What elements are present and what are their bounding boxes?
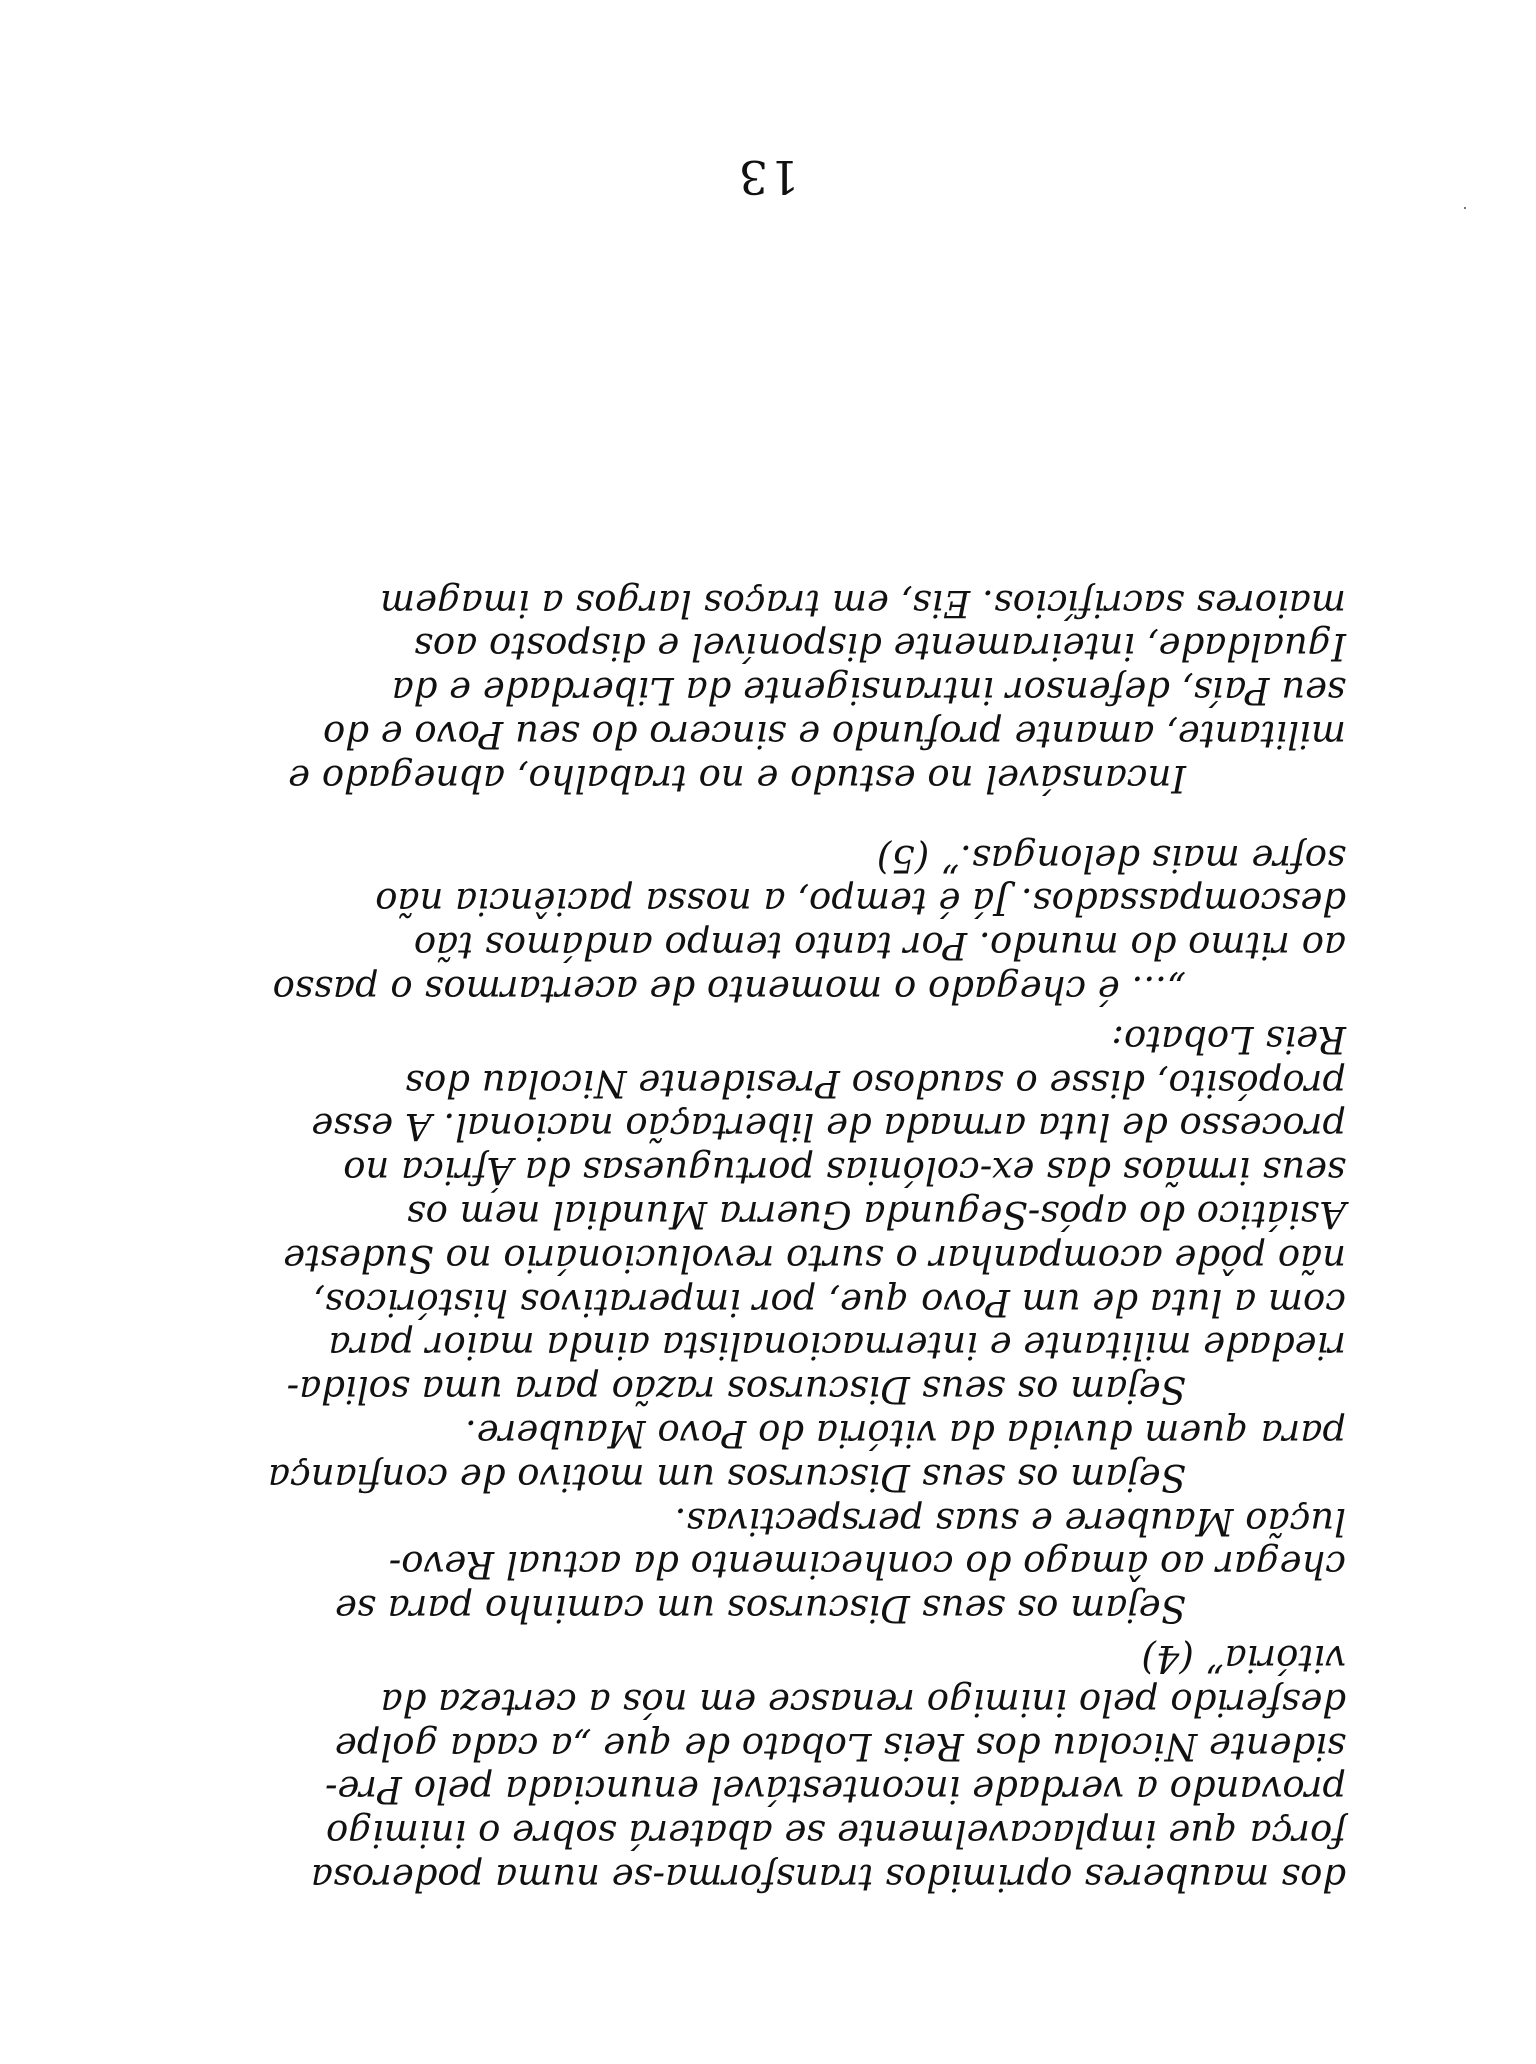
text-line: não pôde acompanhar o surto revolucionário no Sudeste bbox=[283, 1236, 1346, 1280]
text-line: Sejam os seus Discursos razão para uma solida- bbox=[286, 1368, 1186, 1412]
quote-line: ao ritmo do mundo. Por tanto tempo andámos tão bbox=[413, 924, 1346, 968]
text-line: com a luta de um Povo que, por imperativos históricos, bbox=[313, 1280, 1346, 1324]
quote-line: descompassados. Já é tempo, a nossa paciência não bbox=[375, 880, 1346, 924]
text-line: riedade militante e internacionalista ainda maior para bbox=[328, 1324, 1346, 1368]
text-line: Incansável no estudo e no trabalho, abnegado e bbox=[288, 756, 1186, 800]
paragraph-gap bbox=[156, 800, 1346, 836]
text-line: para quem duvida da vitória do Povo Maubere. bbox=[464, 1412, 1346, 1456]
text-line: Sejam os seus Discursos um caminho para se bbox=[334, 1587, 1186, 1631]
body-text bbox=[156, 581, 1346, 1899]
text-line: desferido pelo inimigo renasce em nós a certeza da bbox=[380, 1680, 1346, 1724]
text-line: maiores sacrifícios. Eis, em traços largos a imagem bbox=[380, 581, 1346, 625]
text-line: Asiático do após-Segunda Guerra Mundial nem os bbox=[406, 1193, 1346, 1237]
scan-speck bbox=[1464, 207, 1466, 209]
text-line: Igualdade, inteiramente disponível e disposto aos bbox=[413, 625, 1346, 669]
page-number: 13 bbox=[736, 150, 800, 204]
text-line: propósito, disse o saudoso Presidente Nicolau dos bbox=[404, 1061, 1346, 1105]
text-line: provando a verdade incontestável enunciada pelo Pre- bbox=[324, 1768, 1346, 1812]
text-line: força que implacavelmente se abaterá sobre o inimigo bbox=[325, 1812, 1346, 1856]
text-line: processo de luta armada de libertação nacional. A esse bbox=[311, 1105, 1346, 1149]
quote-line: „... é chegado o momento de acertarmos o passo bbox=[272, 968, 1186, 1012]
text-line: sidente Nicolau dos Reis Lobato de que „a cada golpe bbox=[334, 1724, 1346, 1768]
text-line: lução Maubere e suas perspectivas. bbox=[674, 1499, 1346, 1543]
text-line: chegar ao âmago do conhecimento da actual Revo- bbox=[388, 1543, 1346, 1587]
text-line: vitória” (4) bbox=[1141, 1637, 1346, 1681]
text-line: seu País, defensor intransigente da Liberdade e da bbox=[391, 669, 1346, 713]
quote-line: sofre mais delongas.” (5) bbox=[876, 836, 1346, 880]
text-line: Sejam os seus Discursos um motivo de confiança bbox=[267, 1455, 1186, 1499]
text-line: dos mauberes oprimidos transforma-se numa poderosa bbox=[310, 1856, 1346, 1899]
text-line: seus irmãos das ex-colónias portuguesas da África no bbox=[343, 1149, 1346, 1193]
text-line: Reis Lobato: bbox=[1111, 1017, 1346, 1061]
text-line: militante, amante profundo e sincero do seu Povo e do bbox=[323, 713, 1346, 757]
